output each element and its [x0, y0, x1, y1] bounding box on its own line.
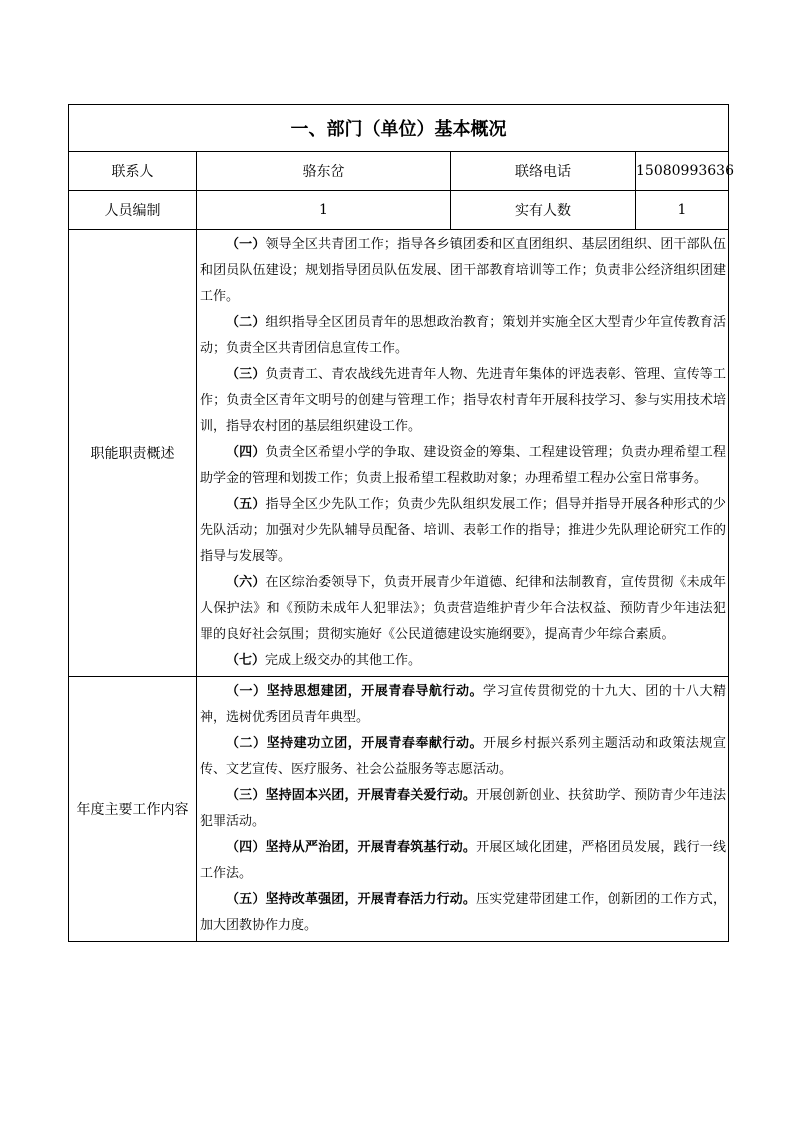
actual-label: 实有人数: [451, 191, 636, 230]
work-item: （一）坚持思想建团，开展青春导航行动。学习宣传贯彻党的十九大、团的十八大精神，选树优秀团员青年典型。: [200, 684, 726, 725]
phone-label: 联络电话: [451, 152, 636, 191]
contact-label: 联系人: [69, 152, 197, 191]
work-item: （四）坚持从严治团，开展青春筑基行动。开展区域化团建，严格团员发展，践行一线工作法。: [200, 840, 726, 881]
contact-value: 骆东岔: [197, 152, 451, 191]
work-item: （二）坚持建功立团，开展青春奉献行动。开展乡村振兴系列主题活动和政策法规宣传、文艺宣传、医疗服务、社会公益服务等志愿活动。: [200, 736, 726, 777]
staff-label: 人员编制: [69, 191, 197, 230]
duties-label: 职能职责概述: [69, 230, 197, 677]
work-item: （三）坚持固本兴团，开展青春关爱行动。开展创新创业、扶贫助学、预防青少年违法犯罪活动。: [200, 788, 726, 829]
duty-item: （二）组织指导全区团员青年的思想政治教育；策划并实施全区大型青少年宣传教育活动；负责全区共青团信息宣传工作。: [200, 315, 726, 356]
duty-item: （三）负责青工、青农战线先进青年人物、先进青年集体的评选表彰、管理、宣传等工作；负责全区青年文明号的创建与管理工作；指导农村青年开展科技学习、参与实用技术培训，指导农村团的基层组织建设工作。: [200, 367, 726, 434]
duty-item: （四）负责全区希望小学的争取、建设资金的筹集、工程建设管理；负责办理希望工程助学金的管理和划拨工作；负责上报希望工程救助对象；办理希望工程办公室日常事务。: [200, 445, 726, 486]
phone-value: 15080993636: [636, 152, 729, 191]
work-item: （五）坚持改革强团，开展青春活力行动。压实党建带团建工作，创新团的工作方式，加大团教协作力度。: [200, 892, 726, 933]
table-title: 一、部门（单位）基本概况: [69, 105, 729, 152]
basic-info-table: [68, 104, 734, 942]
duty-item: （七）完成上级交办的其他工作。: [226, 653, 422, 668]
duty-item: （一）领导全区共青团工作；指导各乡镇团委和区直团组织、基层团组织、团干部队伍和团员队伍建设；规划指导团员队伍发展、团干部教育培训等工作；负责非公经济组织团建工作。: [200, 237, 726, 304]
duties-content: [197, 230, 729, 677]
annual-work-label: 年度主要工作内容: [69, 677, 197, 942]
staff-value: 1: [197, 191, 451, 230]
actual-value: 1: [636, 191, 729, 230]
duty-item: （五）指导全区少先队工作；负责少先队组织发展工作；倡导并指导开展各种形式的少先队活动；加强对少先队辅导员配备、培训、表彰工作的指导；推进少先队理论研究工作的指导与发展等。: [200, 497, 726, 564]
duty-item: （六）在区综治委领导下，负责开展青少年道德、纪律和法制教育，宣传贯彻《未成年人保护法》和《预防未成年人犯罪法》；负责营造维护青少年合法权益、预防青少年违法犯罪的良好社会氛围；贯彻实施好《公民道德建设实施纲要》，提高青少年综合素质。: [200, 575, 726, 642]
annual-work-content: [197, 677, 729, 942]
